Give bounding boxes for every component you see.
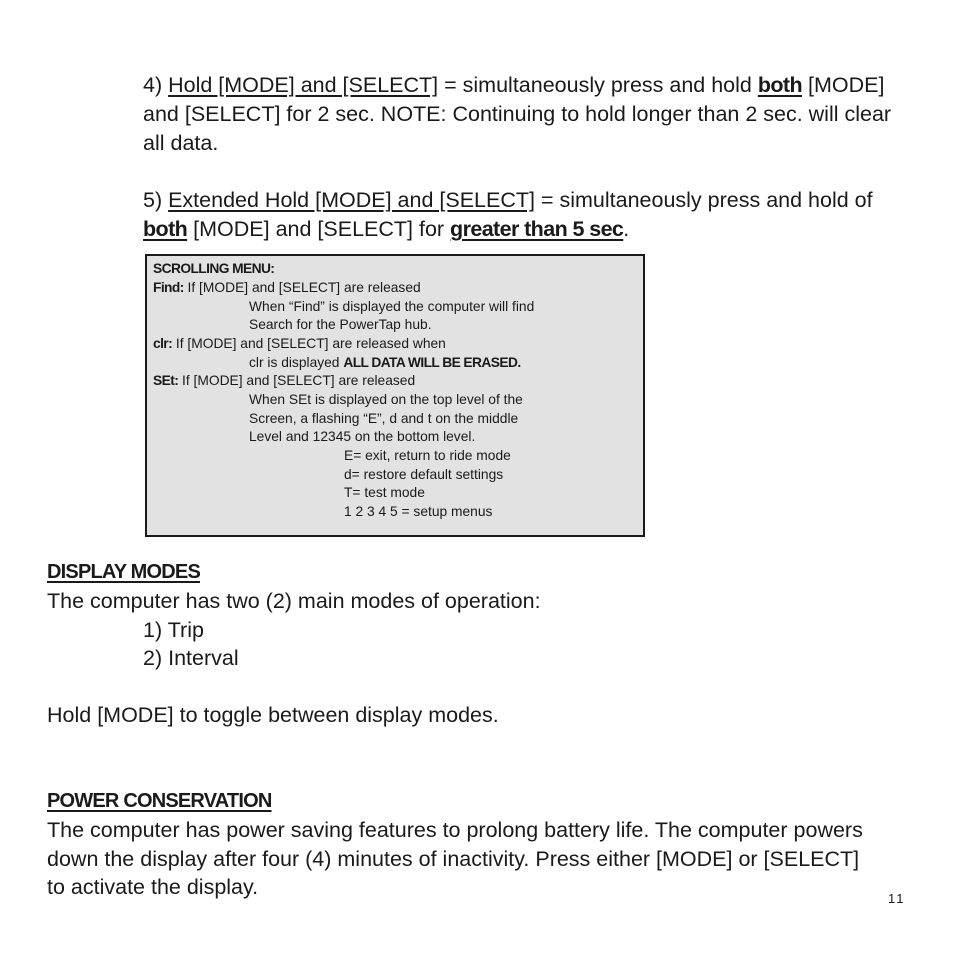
display-modes-toggle: Hold [MODE] to toggle between display modes. [47,703,499,727]
display-modes-heading: DISPLAY MODES [47,561,200,583]
scrolling-menu-box [145,254,645,537]
step-4-number: 4) [143,73,169,97]
find-line [153,279,421,298]
set-line [153,372,415,391]
clr-label: clr: [153,336,173,351]
set-label: SEt: [153,373,179,388]
step-5-greater-than: greater than 5 sec [450,217,624,241]
power-conservation-heading: POWER CONSERVATION [47,790,272,812]
step-5-number: 5) [143,188,169,212]
clr-desc [249,354,521,373]
set-text: If [MODE] and [SELECT] are released [178,373,416,388]
step-4-both: both [757,73,803,97]
page-number: 11 [888,891,906,906]
set-option: T= test mode [344,485,425,500]
step-5-text-2: [MODE] and [SELECT] for [187,217,451,241]
set-desc-3: Level and 12345 on the bottom level. [249,429,476,444]
step-5-both: both [143,217,188,241]
power-line: The computer has power saving features to prolong battery life. The computer powers [47,818,863,842]
display-modes-intro: The computer has two (2) main modes of operation: [47,589,541,613]
step-5-text: = simultaneously press and hold of [534,188,873,212]
display-mode-item: 1) Trip [143,618,204,642]
set-desc-2: Screen, a flashing “E”, d and t on the middle [249,411,519,426]
step-4-line-2: and [SELECT] for 2 sec. NOTE: Continuing to hold longer than 2 sec. will clear [143,102,892,126]
find-desc-2: Search for the PowerTap hub. [249,317,432,332]
clr-warning: ALL DATA WILL BE ERASED. [343,355,521,370]
step-4-title: Hold [MODE] and [SELECT] [168,73,439,97]
step-5-title: Extended Hold [MODE] and [SELECT] [168,188,535,212]
step-4-text-2: [MODE] [802,73,885,97]
find-desc-1: When “Find” is displayed the computer will find [249,299,535,314]
clr-desc-text: clr is displayed [249,355,344,370]
clr-line [153,335,446,354]
set-desc-1: When SEt is displayed on the top level of the [249,392,523,407]
display-mode-item: 2) Interval [143,646,239,670]
scrolling-menu-title: SCROLLING MENU: [153,261,275,276]
step-4-text: = simultaneously press and hold [438,73,758,97]
step-5-line-1 [143,186,873,215]
clr-text: If [MODE] and [SELECT] are released when [172,336,446,351]
power-line: down the display after four (4) minutes of inactivity. Press either [MODE] or [SELECT] [47,847,860,871]
set-option: E= exit, return to ride mode [344,448,511,463]
find-text: If [MODE] and [SELECT] are released [183,280,421,295]
find-label: Find: [153,280,184,295]
set-option: d= restore default settings [344,467,504,482]
step-4-line-3: all data. [143,131,219,155]
power-line: to activate the display. [47,875,259,899]
step-5-line-2 [143,215,629,244]
step-4-line-1 [143,71,884,100]
step-5-period: . [623,217,630,241]
set-option: 1 2 3 4 5 = setup menus [344,504,493,519]
